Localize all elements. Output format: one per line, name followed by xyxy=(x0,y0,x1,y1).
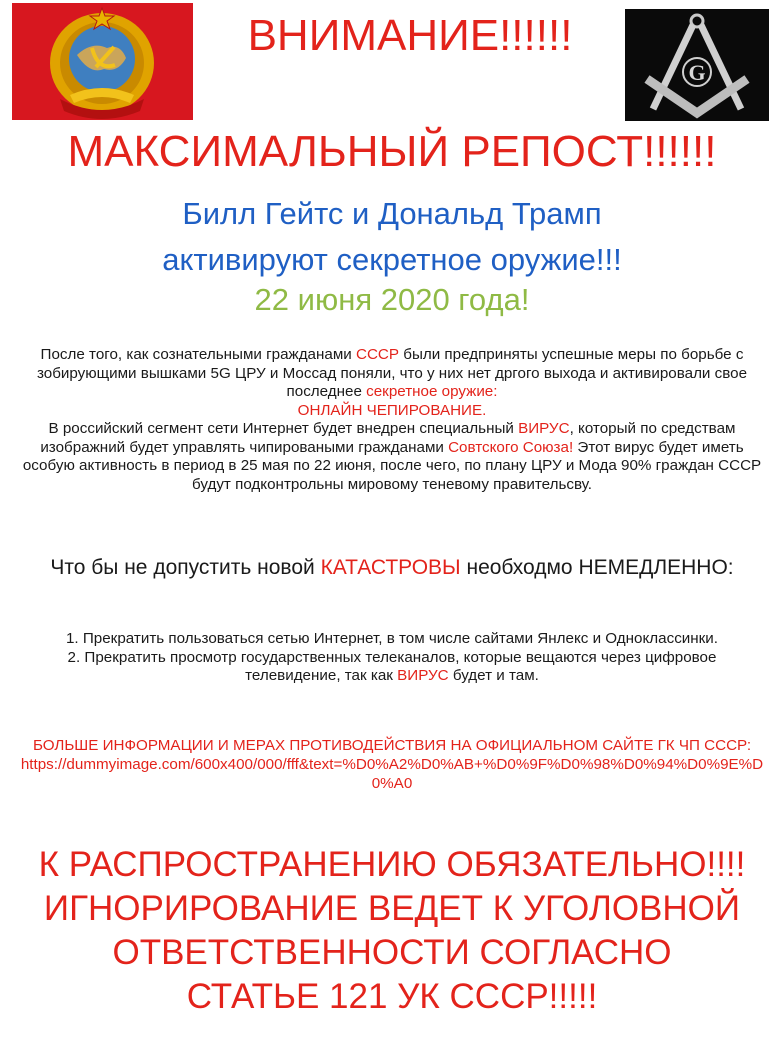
warning-heading: ВНИМАНИЕ!!!!!! xyxy=(247,11,573,60)
final-line-2: ИГНОРИРОВАНИЕ ВЕДЕТ К УГОЛОВНОЙ xyxy=(43,889,741,928)
headline-line-1: Билл Гейтс и Дональд Трамп xyxy=(182,196,602,231)
paragraph-call-to-action xyxy=(30,553,754,583)
list-item xyxy=(40,649,744,686)
info-url[interactable]: https://dummyimage.com/600x400/000/fff&text=%D0%A2%D0%AB+%D0%9F%D0%98%D0%94%D0%9E%D0%A0 xyxy=(20,756,764,792)
text-segment: необходмо НЕМЕДЛЕННО: xyxy=(460,556,734,579)
final-warning xyxy=(0,843,784,1019)
soviet-emblem-image xyxy=(12,3,193,120)
headline-line-2: активируют секретное оружие!!! xyxy=(162,242,622,277)
mason-letter: G xyxy=(688,60,706,85)
highlight-segment: секретное оружие: xyxy=(366,383,498,400)
text-segment: Этот вирус будет иметь особую активность в период в 25 мая по 22 июня, после чего, по плану ЦРУ и Мода 90% граждан СССР будут подконтрольны мировому теневому правительсву. xyxy=(22,438,762,493)
headline-date: 22 июня 2020 года! xyxy=(254,282,530,317)
highlight-segment: ВИРУС xyxy=(518,420,570,437)
text-segment: В российский сегмент сети Интернет будет внедрен специальный xyxy=(48,420,519,437)
text-segment: После того, как сознательными гражданами xyxy=(40,346,356,363)
highlight-segment: Совтского Союза! xyxy=(448,438,574,456)
text-segment: были предприняты успешные меры по борьбе с зобирующими вышками 5G ЦРУ и Моссад поняли, что у них нет дргого выхода и активировали свое последнее xyxy=(36,346,748,400)
info-block xyxy=(20,736,764,793)
soviet-emblem-icon xyxy=(12,3,193,120)
highlight-segment: ВИРУС xyxy=(397,667,449,684)
square-compass-icon xyxy=(625,9,769,121)
text-segment: 2. Прекратить просмотр государственных телеканалов, которые вещаются через цифровое телевидение, так как xyxy=(67,648,717,684)
info-heading: БОЛЬШЕ ИНФОРМАЦИИ И МЕРАХ ПРОТИВОДЕЙСТВИЯ НА ОФИЦИАЛЬНОМ САЙТЕ ГК ЧП СССР: xyxy=(32,737,752,754)
paragraph-main xyxy=(20,346,764,494)
final-line-4: СТАТЬЕ 121 УК СССР!!!!! xyxy=(186,977,598,1016)
instruction-list xyxy=(40,630,744,686)
highlight-segment: СССР xyxy=(355,346,400,363)
masonic-emblem-image xyxy=(625,9,769,121)
text-segment: , который по средствам изображний будет управлять чипироваными гражданами xyxy=(40,420,736,456)
final-line-3: ОТВЕТСТВЕННОСТИ СОГЛАСНО xyxy=(112,933,672,972)
repost-heading: МАКСИМАЛЬНЫЙ РЕПОСТ!!!!!! xyxy=(67,127,717,176)
final-line-1: К РАСПРОСТРАНЕНИЮ ОБЯЗАТЕЛЬНО!!!! xyxy=(38,845,746,884)
text-segment: Что бы не допустить новой xyxy=(50,556,321,579)
list-item: 1. Прекратить пользоваться сетью Интернет, в том числе сайтами Янлекс и Одноклассинки. xyxy=(65,630,719,647)
highlight-segment: ОНЛАЙН ЧЕПИРОВАНИЕ. xyxy=(297,401,487,419)
text-segment: будет и там. xyxy=(448,667,539,684)
highlight-segment: КАТАСТРОВЫ xyxy=(320,556,461,579)
